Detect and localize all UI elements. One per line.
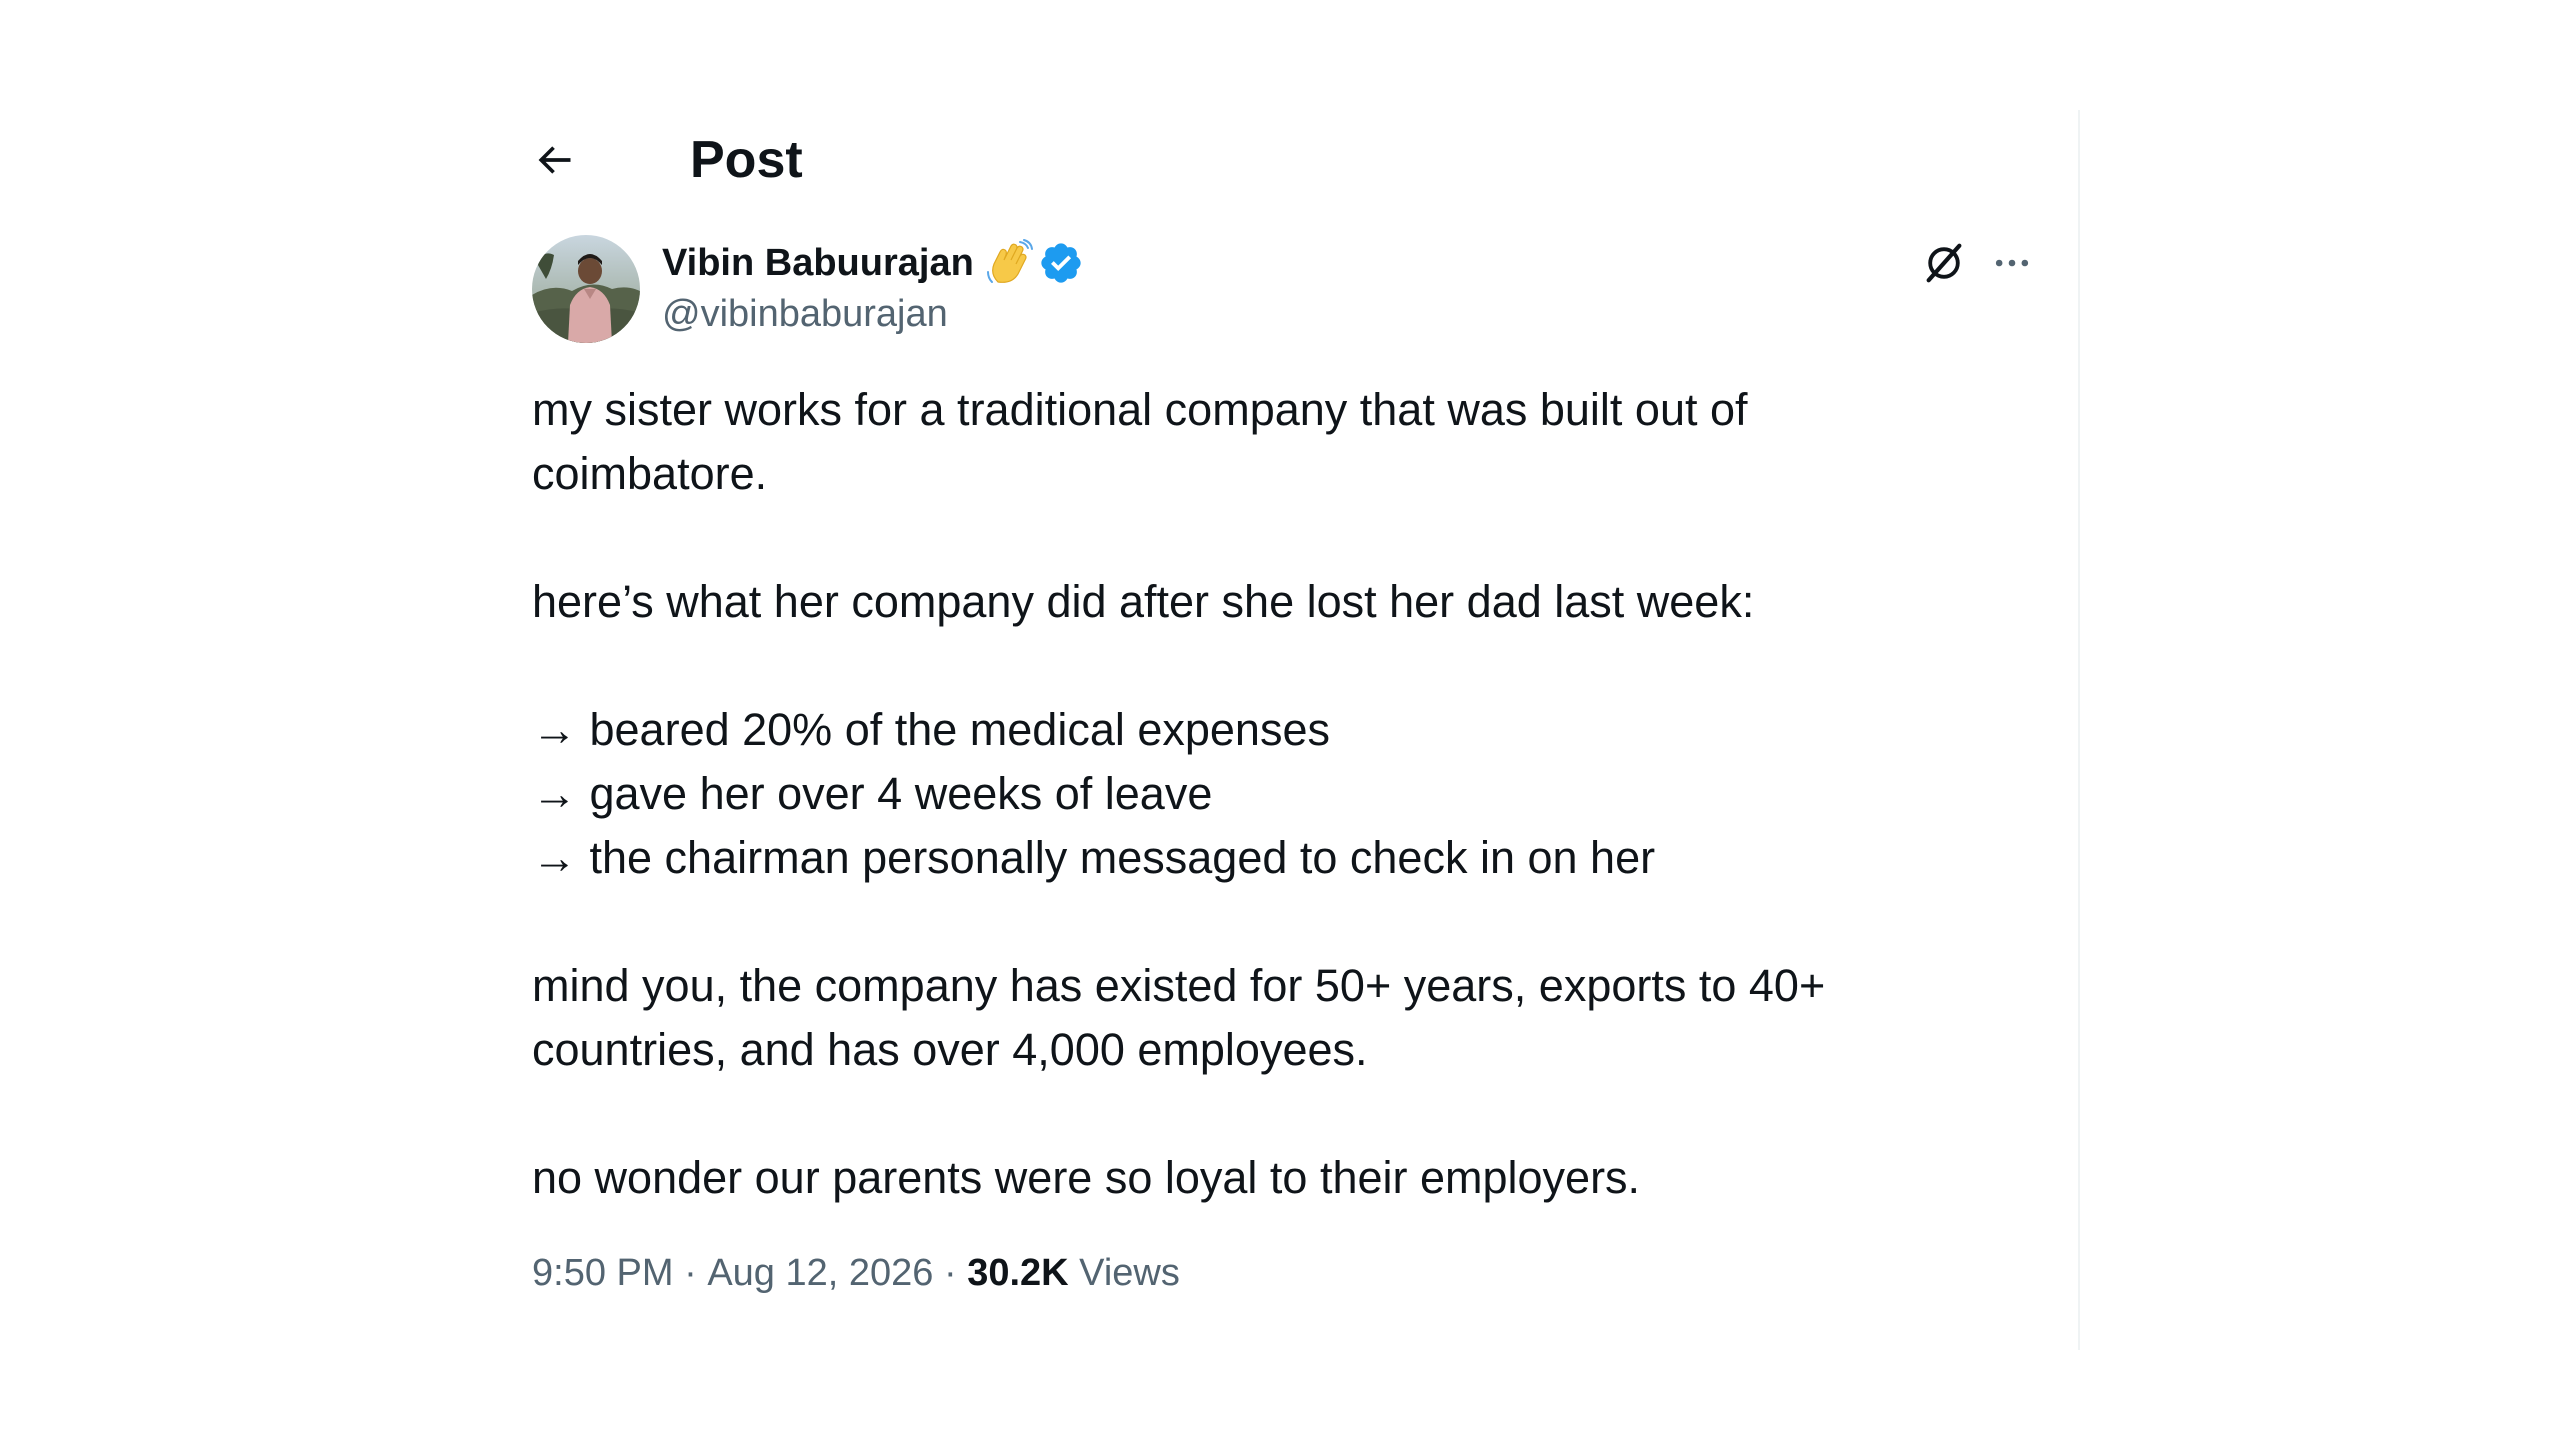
author-display-name[interactable]: Vibin Babuurajan — [662, 241, 974, 284]
arrow-left-icon — [532, 138, 576, 182]
author-name-line — [662, 235, 1084, 291]
post-line: countries, and has over 4,000 employees. — [532, 1024, 1368, 1075]
post-date[interactable]: Aug 12, 2026 — [707, 1252, 934, 1294]
grok-icon — [1921, 240, 1967, 286]
post-line: my sister works for a traditional company that was built out of — [532, 384, 1748, 435]
post-meta — [532, 1252, 1180, 1295]
more-horizontal-icon — [1990, 241, 2034, 285]
page-header — [530, 120, 803, 200]
post-line: mind you, the company has existed for 50+ years, exports to 40+ — [532, 960, 1826, 1011]
post-line: here’s what her company did after she lost her dad last week: — [532, 576, 1755, 627]
waving-hand-emoji-icon — [984, 238, 1034, 288]
post-line: coimbatore. — [532, 448, 768, 499]
meta-separator: · — [673, 1252, 708, 1294]
post-actions — [1914, 235, 2042, 291]
post-paragraph — [532, 1146, 2032, 1210]
grok-button[interactable] — [1914, 235, 1974, 291]
post-paragraph — [532, 378, 2032, 506]
more-button[interactable] — [1982, 235, 2042, 291]
views-count: 30.2K — [967, 1252, 1069, 1294]
author-handle[interactable]: @vibinbaburajan — [662, 293, 948, 335]
post-line: → gave her over 4 weeks of leave — [532, 768, 1213, 819]
back-button[interactable] — [524, 130, 584, 190]
avatar-image — [532, 235, 640, 343]
post-time[interactable]: 9:50 PM — [532, 1252, 674, 1294]
meta-separator: · — [933, 1252, 968, 1294]
page-title: Post — [690, 131, 803, 189]
post-line: → the chairman personally messaged to check in on her — [532, 832, 1656, 883]
post-line: → beared 20% of the medical expenses — [532, 704, 1330, 755]
views-label: Views — [1079, 1252, 1180, 1294]
column-divider — [2078, 110, 2080, 1350]
post-paragraph — [532, 954, 2032, 1082]
post-paragraph — [532, 570, 2032, 634]
author-info — [662, 235, 1084, 336]
avatar[interactable] — [532, 235, 640, 343]
verified-badge-icon — [1038, 240, 1084, 286]
post-author — [532, 235, 2042, 345]
post-line: no wonder our parents were so loyal to their employers. — [532, 1152, 1641, 1203]
post-text — [532, 378, 2032, 1210]
post-paragraph — [532, 698, 2032, 890]
